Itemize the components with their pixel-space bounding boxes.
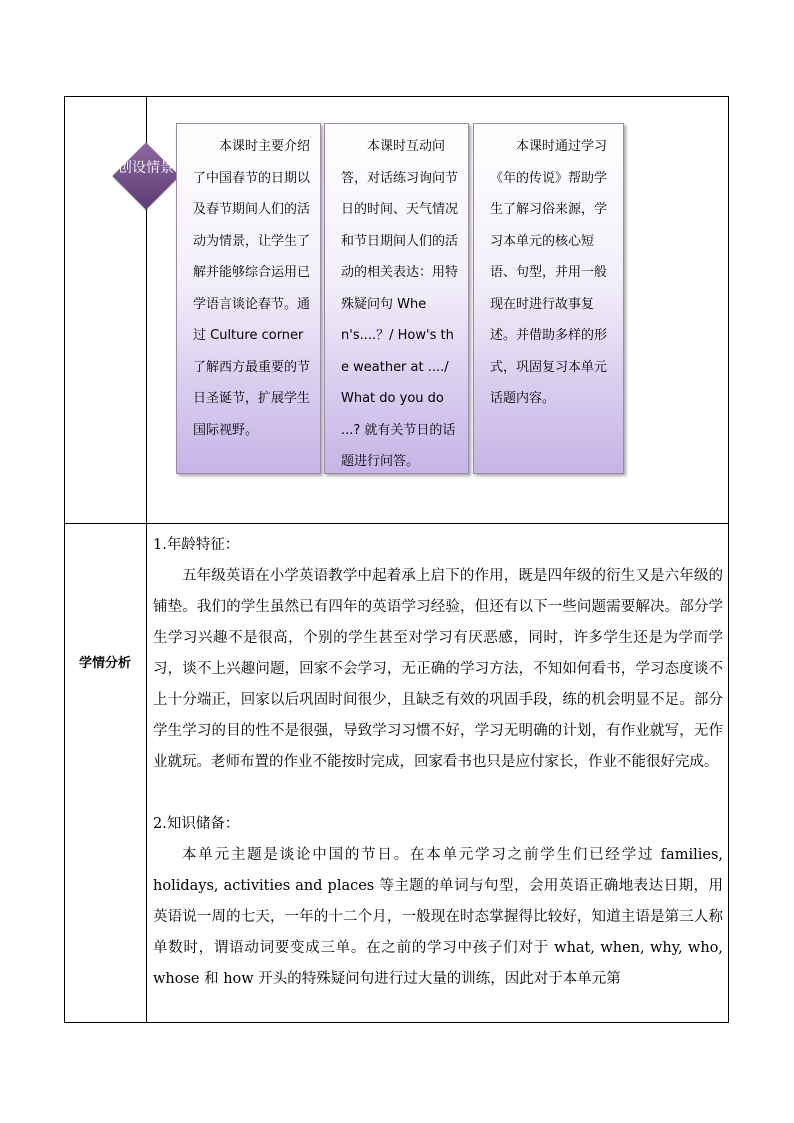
knowledge-paragraph: 本单元主题是谈论中国的节日。在本单元学习之前学生们已经学过 families, holidays, activities and places 等主题的单词与句型，会用英语正确地表达日期，用英语说一周的七天，一年的十二个月，一般现在时态掌握得比较好，知道主语是第三人称单数时，谓语动词要变成三单。在之前的学习中孩子们对于 what, when, why, who, whose 和 how 开头的特殊疑问句进行过大量的训练，因此对于本单元第 <box>153 847 723 987</box>
age-paragraph: 五年级英语在小学英语教学中起着承上启下的作用，既是四年级的衍生又是六年级的铺垫。我们的学生虽然已有四年的英语学习经验，但还有以下一些问题需要解决。部分学生学习兴趣不是很高，个别的学生甚至对学习有厌恶感，同时，许多学生还是为学而学习，谈不上兴趣问题，回家不会学习，无正确的学习方法，不知如何看书，学习态度谈不上十分端正，回家以后巩固时间很少，且缺乏有效的巩固手段，练的机会明显不足。部分学生学习的目的性不是很强，导致学习习惯不好，学习无明确的计划，有作业就写，无作业就玩。老师布置的作业不能按时完成，回家看书也只是应付家长，作业不能很好完成。 <box>153 568 723 770</box>
paragraph-gap <box>153 778 723 809</box>
card-2-text: 本课时互动问答，对话练习询问节日的时间、天气情况和节日期间人们的活动的相关表达：用特殊疑问句 When's....？/ How's the weather at ..../ What do you do ...? 就有关节日的话题进行问答。 <box>341 139 459 469</box>
column-divider <box>146 97 147 1022</box>
age-heading: 1.年龄特征： <box>153 537 240 553</box>
knowledge-heading: 2.知识储备： <box>153 816 240 832</box>
analysis-label: 学情分析 <box>78 656 131 671</box>
situation-label-diamond <box>113 143 179 209</box>
situation-label: 创设情景 <box>118 160 174 176</box>
situation-card-3 <box>473 123 624 474</box>
card-3-text: 本课时通过学习《年的传说》帮助学生了解习俗来源，学习本单元的核心短语、句型，并用一般现在时进行故事复述。并借助多样的形式，巩固复习本单元话题内容。 <box>490 139 608 406</box>
card-1-text: 本课时主要介绍了中国春节的日期以及春节期间人们的活动为情景，让学生了解并能够综合运用已学语言谈论春节。通过 Culture corner 了解西方最重要的节日圣诞节，扩展学生国际视野。 <box>193 139 311 438</box>
situation-card-1 <box>176 123 321 474</box>
analysis-content <box>153 530 723 995</box>
situation-card-2 <box>324 123 469 474</box>
row-divider <box>65 523 728 524</box>
diamond-shape <box>112 142 179 209</box>
